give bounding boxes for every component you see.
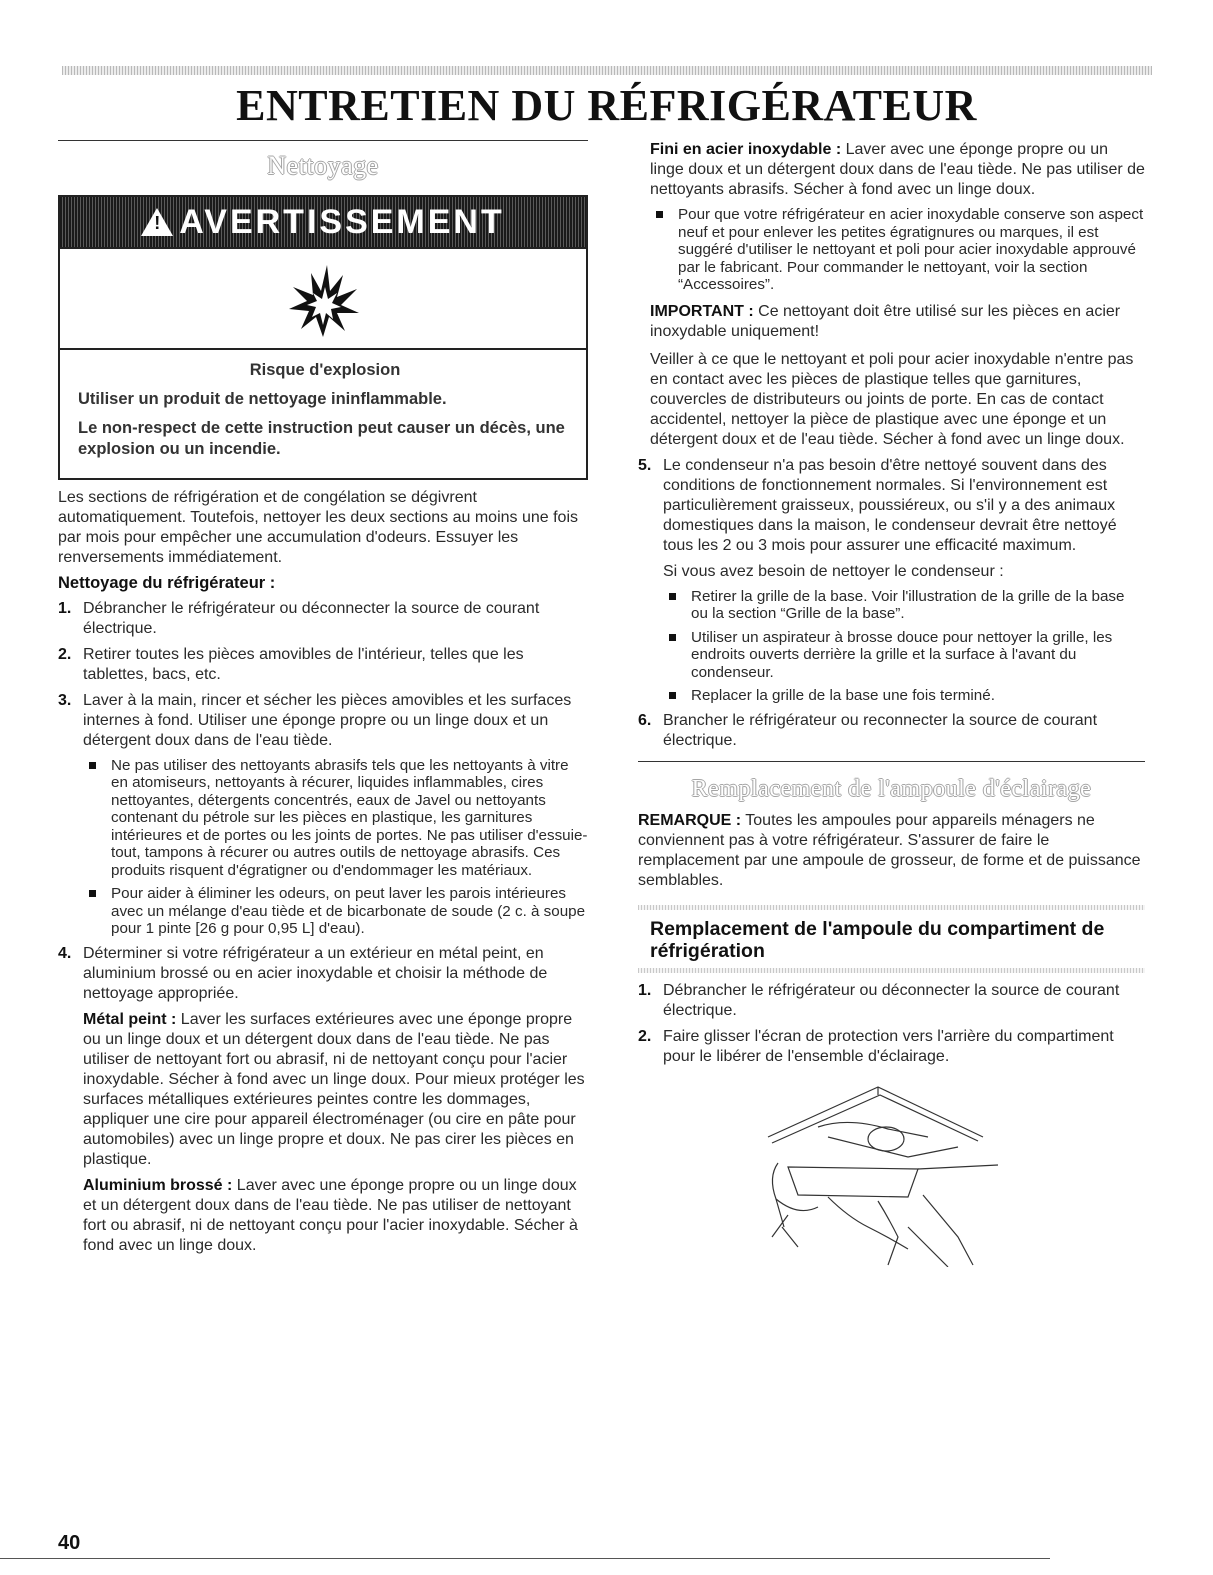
step-text: Déterminer si votre réfrigérateur a un extérieur en métal peint, en aluminium brossé ou en acier inoxydable et choisir la méthode de nettoyage appropriée. — [83, 944, 548, 1002]
step-text: Débrancher le réfrigérateur ou déconnecter la source de courant électrique. — [83, 599, 540, 637]
brushed-aluminum-paragraph — [83, 1176, 588, 1256]
explosion-icon — [283, 259, 363, 339]
step-number: 5. — [638, 456, 652, 474]
bottom-rule — [0, 1558, 1050, 1559]
remark-label: REMARQUE : — [638, 811, 742, 829]
step-text: Laver à la main, rincer et sécher les pièces amovibles et les surfaces internes à fond. Utiliser une éponge propre ou un linge doux et un détergent doux dans de l'eau tiède. — [83, 691, 572, 749]
step-3 — [58, 691, 588, 938]
warning-box — [58, 195, 588, 480]
bulb-step-1 — [638, 981, 1145, 1021]
list-item — [663, 629, 1145, 682]
list-item — [663, 687, 1145, 705]
cleaning-heading: Nettoyage du réfrigérateur : — [58, 573, 276, 592]
section-rule — [638, 761, 1145, 762]
section-rule — [58, 140, 588, 141]
painted-metal-paragraph — [83, 1010, 588, 1170]
bulb-step-2 — [638, 1027, 1145, 1067]
warning-line-2: Le non-respect de cette instruction peut causer un décès, une explosion ou un incendie. — [78, 418, 565, 459]
step-2 — [58, 645, 588, 685]
subsection-title: Remplacement de l'ampoule du compartiment de réfrigération — [650, 917, 1105, 962]
step-number: 3. — [58, 691, 72, 709]
step-number: 4. — [58, 944, 72, 962]
dotted-rule — [638, 968, 1145, 973]
stainless-paragraph — [638, 140, 1145, 200]
bullet-text: Pour aider à éliminer les odeurs, on peut laver les parois intérieures avec un mélange d'eau tiède et de bicarbonate de soude (2 c. à soupe pour 1 pinte [26 g pour 0,95 L] d'eau). — [111, 885, 586, 938]
step-number: 6. — [638, 711, 652, 729]
step-number: 1. — [638, 981, 652, 999]
condenser-intro: Si vous avez besoin de nettoyer le condenseur : — [663, 562, 1004, 580]
bullet-square-icon — [669, 634, 676, 641]
step-text: Faire glisser l'écran de protection vers l'arrière du compartiment pour le libérer de l'ensemble d'éclairage. — [663, 1027, 1114, 1065]
bullet-text: Retirer la grille de la base. Voir l'illustration de la grille de la base ou la section “Grille de la base”. — [691, 587, 1125, 622]
step-number: 1. — [58, 599, 72, 617]
list-item — [650, 206, 1145, 294]
warning-icon-area — [60, 249, 586, 350]
painted-metal-label: Métal peint : — [83, 1010, 177, 1028]
painted-metal-text: Laver les surfaces extérieures avec une éponge propre ou un linge doux et un détergent doux dans de l'eau tiède. Ne pas utiliser de nettoyant fort ou abrasif, ni de nettoyant conçu pour l'acier inoxydable. Sécher à fond avec un linge doux. Pour mieux protéger les surfaces métalliques extérieures peintes contre les dommages, appliquer une cire pour appareil électroménager (ou cire en pâte pour automobiles) avec un linge propre et doux. Ne pas cirer les pièces en plastique. — [83, 1010, 585, 1168]
bullet-square-icon — [669, 593, 676, 600]
important-paragraph — [638, 302, 1145, 342]
brushed-aluminum-label: Aluminium brossé : — [83, 1176, 233, 1194]
section-title-nettoyage: Nettoyage — [267, 151, 379, 180]
step-text: Brancher le réfrigérateur ou reconnecter la source de courant électrique. — [663, 711, 1098, 749]
step-4 — [58, 944, 588, 1256]
step-number: 2. — [638, 1027, 652, 1045]
top-dotted-rule — [62, 66, 1152, 75]
remark-text: Toutes les ampoules pour appareils ménagers ne conviennent pas à votre réfrigérateur. S'assurer de faire le remplacement par une ampoule de grosseur, de forme et de puissance semblables. — [638, 811, 1141, 889]
warning-line-1: Utiliser un produit de nettoyage ininflammable. — [78, 390, 447, 409]
section-title-bulb: Remplacement de l'ampoule d'éclairage — [691, 775, 1092, 802]
warning-body — [60, 350, 586, 478]
list-item — [83, 757, 588, 880]
warning-header — [60, 197, 586, 249]
step-5 — [638, 456, 1145, 705]
step-text: Débrancher le réfrigérateur ou déconnecter la source de courant électrique. — [663, 981, 1120, 1019]
bullet-square-icon — [656, 211, 663, 218]
light-shield-illustration — [758, 1077, 998, 1267]
list-item — [663, 588, 1145, 623]
brushed-aluminum-text: Laver avec une éponge propre ou un linge doux et un détergent doux dans de l'eau tiède. Ne pas utiliser de nettoyant fort ou abrasif, ni de nettoyant conçu pour l'acier inoxydable. Sécher à fond avec un linge doux. — [83, 1176, 578, 1254]
bulb-steps — [638, 981, 1145, 1067]
list-item — [83, 885, 588, 938]
stainless-text: Laver avec une éponge propre ou un linge doux et un détergent doux dans de l'eau tiède. Ne pas utiliser de nettoyants abrasifs. Sécher à fond avec un linge doux. — [650, 141, 1145, 198]
bullet-square-icon — [89, 762, 96, 769]
warning-header-label: AVERTISSEMENT — [179, 202, 505, 241]
bullet-text: Ne pas utiliser des nettoyants abrasifs tels que les nettoyants à vitre en atomiseurs, nettoyants à récurer, liquides inflammables, cires nettoyantes, détergents concentrés, eaux de Javel ou nettoyants contenant du pétrole sur les pièces en plastique, les garnitures intérieures et de portes ou les joints de portes. Ne pas utiliser d'essuie-tout, tampons à récurer ou autres outils de nettoyage abrasifs. Ces produits risquent d'égratigner ou d'endommager les matériaux. — [111, 756, 588, 879]
condenser-steps — [638, 456, 1145, 751]
warning-triangle-icon: ! — [141, 208, 173, 236]
caution-paragraph: Veiller à ce que le nettoyant et poli pour acier inoxydable n'entre pas en contact avec les pièces de plastique telles que garnitures, couvercles de distributeurs ou joints de porte. En cas de contact accidentel, nettoyer la pièce de plastique avec une éponge et un détergent doux et de l'eau tiède. Sécher à fond avec un linge doux. — [650, 350, 1134, 448]
cleaning-steps — [58, 599, 588, 1256]
step-6 — [638, 711, 1145, 751]
step-number: 2. — [58, 645, 72, 663]
left-column — [58, 140, 588, 1256]
important-text: Ce nettoyant doit être utilisé sur les pièces en acier inoxydable uniquement! — [650, 302, 1121, 340]
remark-paragraph — [638, 811, 1145, 891]
important-label: IMPORTANT : — [650, 302, 754, 320]
bullet-text: Utiliser un aspirateur à brosse douce pour nettoyer la grille, les endroits ouverts derrière la grille et la surface à l'avant du condenseur. — [691, 628, 1113, 681]
bullet-square-icon — [89, 890, 96, 897]
bullet-text: Replacer la grille de la base une fois terminé. — [691, 687, 995, 704]
intro-paragraph: Les sections de réfrigération et de congélation se dégivrent automatiquement. Toutefois, nettoyer les deux sections au moins une fois par mois pour empêcher une accumulation d'odeurs. Essuyer les renversements immédiatement. — [58, 488, 579, 566]
stainless-label: Fini en acier inoxydable : — [650, 141, 842, 158]
page-title: ENTRETIEN DU RÉFRIGÉRATEUR — [236, 81, 977, 130]
right-column — [638, 140, 1145, 1267]
bullet-square-icon — [669, 692, 676, 699]
step-text: Retirer toutes les pièces amovibles de l'intérieur, telles que les tablettes, bacs, etc. — [83, 645, 524, 683]
step-text: Le condenseur n'a pas besoin d'être nettoyé souvent dans des conditions de fonctionnement normales. Si l'environnement est particulièrement graisseux, poussiéreux, ou s'il y a des animaux domestiques dans la maison, le condenseur devrait être nettoyé tous les 2 ou 3 mois pour assurer une efficacité maximum. — [663, 456, 1117, 554]
warning-risk: Risque d'explosion — [249, 361, 401, 379]
step-1 — [58, 599, 588, 639]
bullet-text: Pour que votre réfrigérateur en acier inoxydable conserve son aspect neuf et pour enlever les petites égratignures ou marques, il est suggéré d'utiliser le nettoyant et poli pour acier inoxydable approuvé par le fabricant. Pour commander le nettoyant, voir la section “Accessoires”. — [678, 206, 1144, 293]
page-number: 40 — [58, 1532, 81, 1554]
